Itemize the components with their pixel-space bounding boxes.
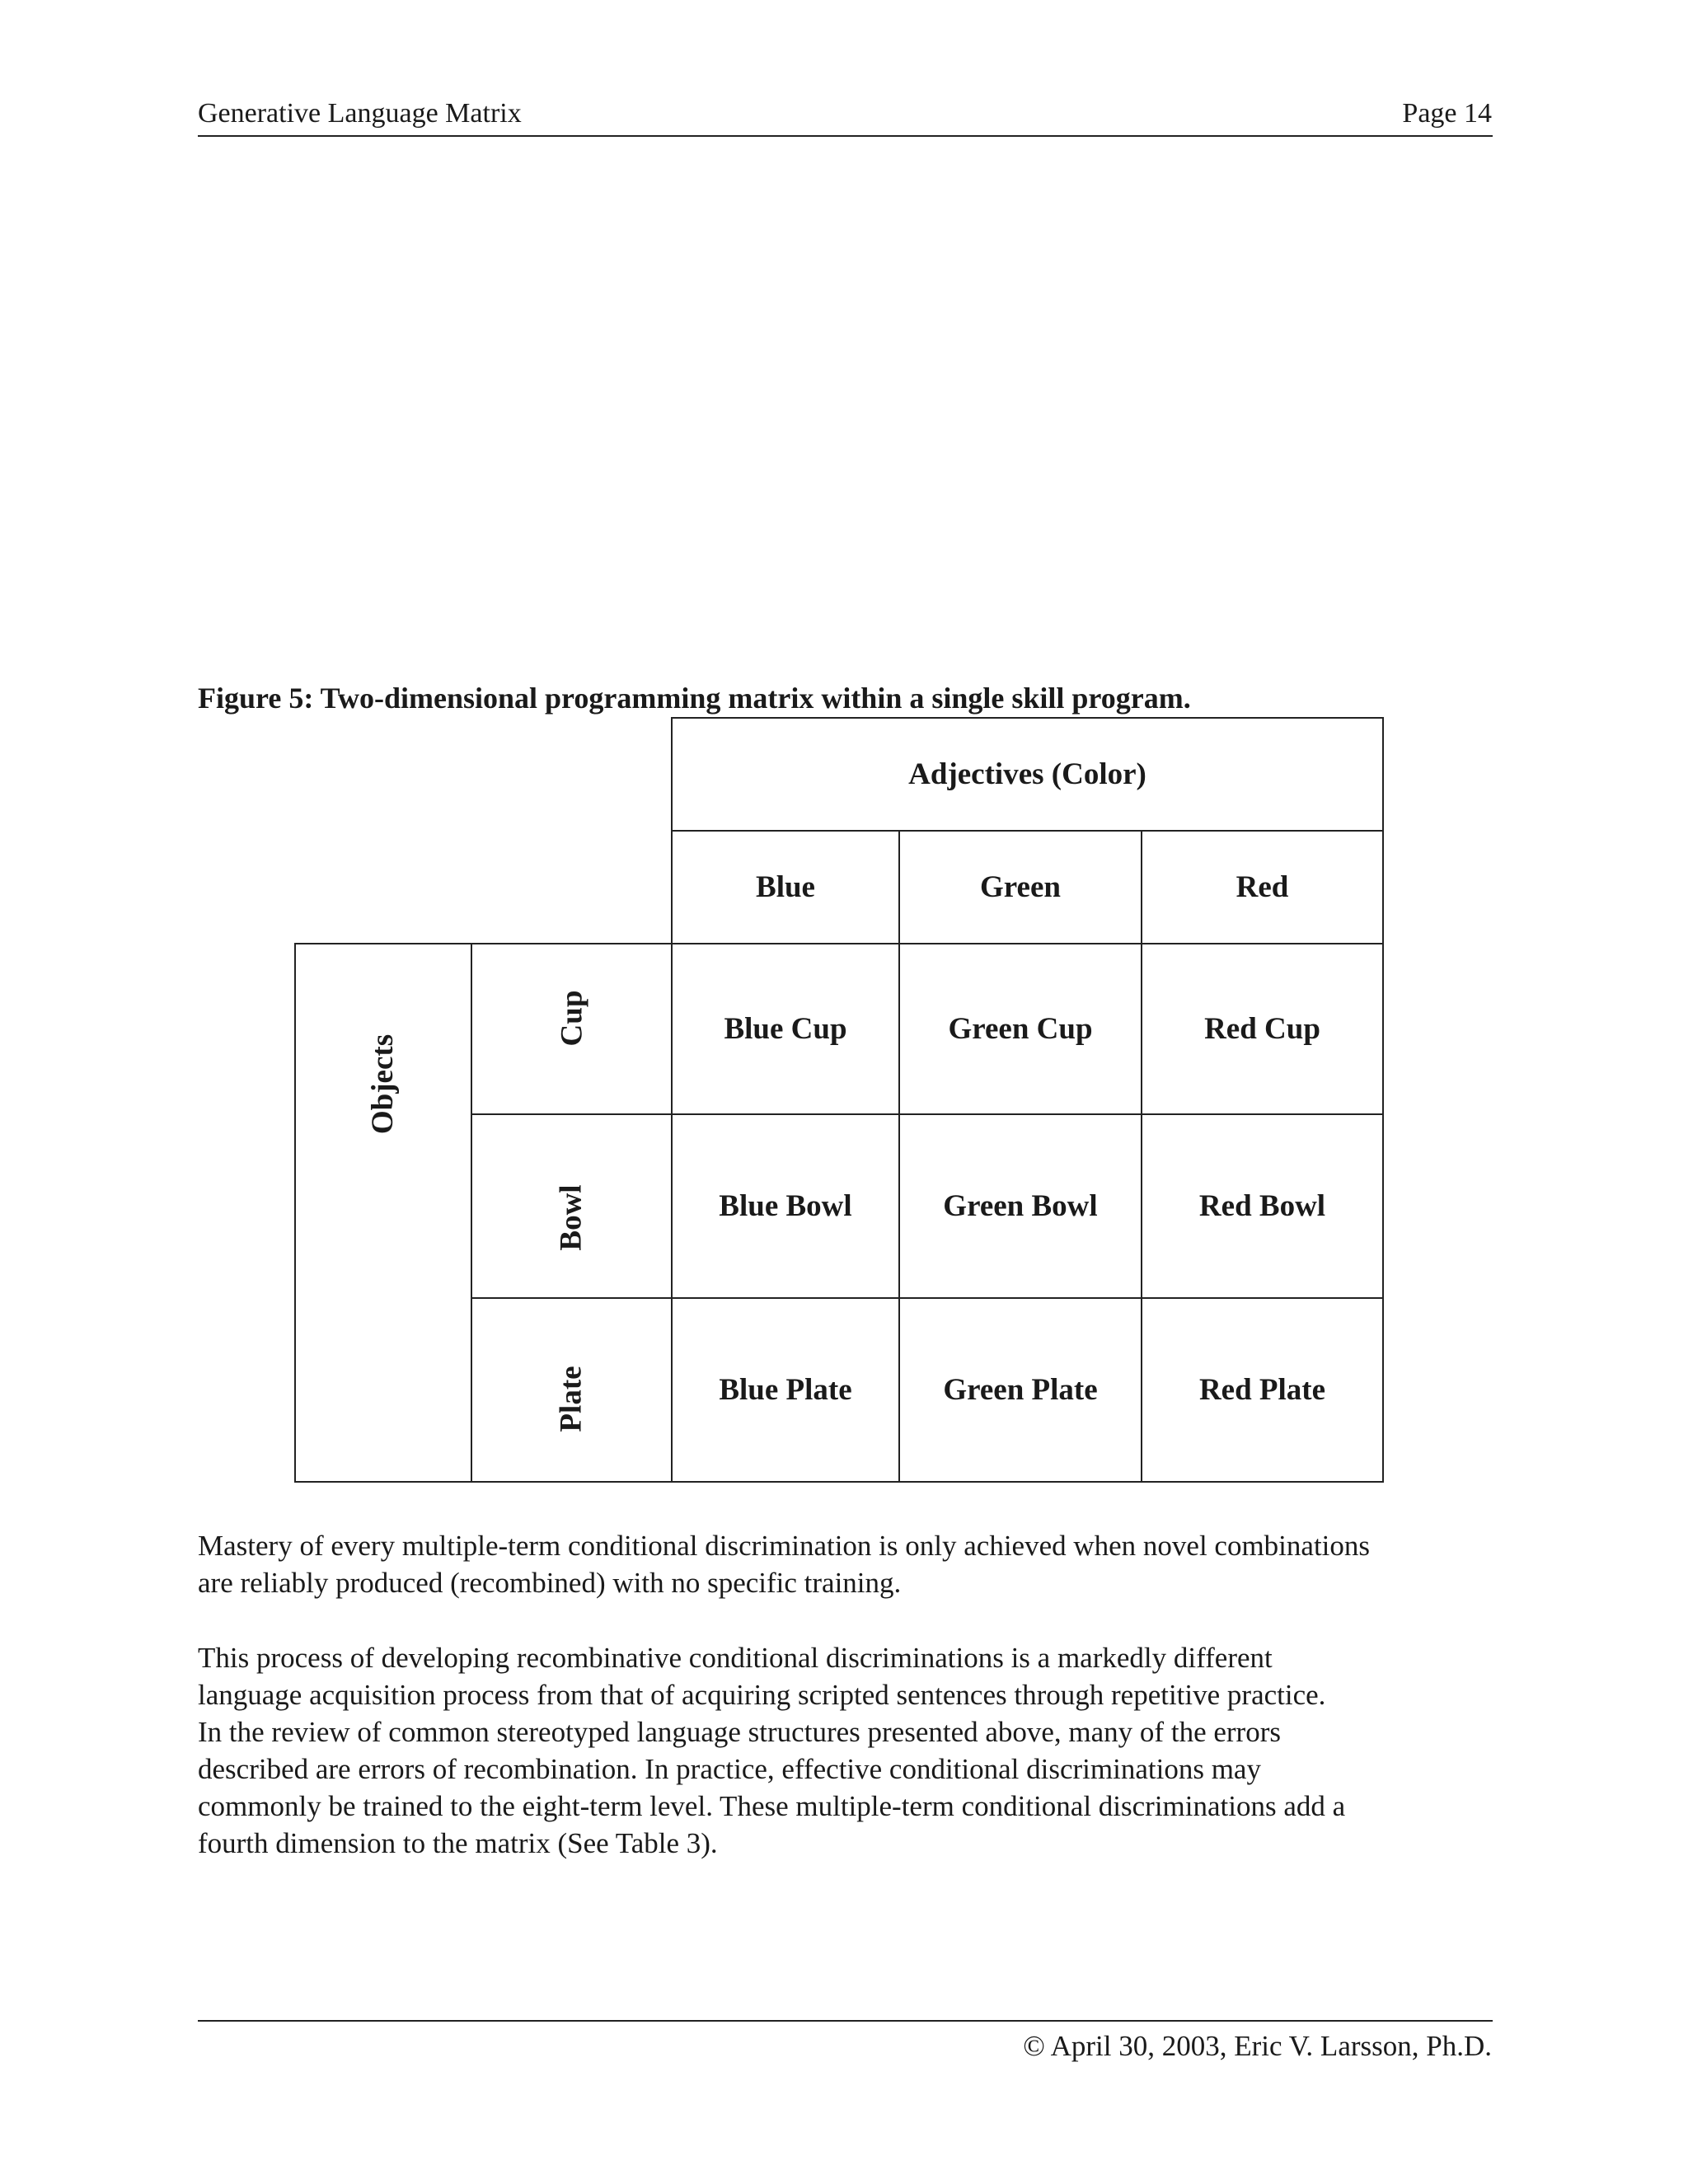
page-number: Page 14	[1402, 98, 1492, 129]
cell-label: Red Cup	[1204, 1012, 1320, 1046]
figure-caption: Figure 5: Two-dimensional programming matrix within a single skill program.	[198, 682, 1191, 715]
cell-label: Red Bowl	[1198, 1189, 1326, 1223]
matrix-cell-red-cup	[1141, 943, 1384, 1115]
matrix-cell-blue-plate	[671, 1297, 900, 1483]
paragraph-line: fourth dimension to the matrix (See Table 3).	[198, 1827, 718, 1859]
paragraph-line: described are errors of recombination. In practice, effective conditional discriminations may	[198, 1753, 1261, 1785]
matrix-cell-red-bowl	[1141, 1113, 1384, 1299]
column-header-blue	[671, 830, 900, 944]
column-label: Green	[980, 870, 1061, 904]
column-group-label: Adjectives (Color)	[908, 757, 1146, 791]
matrix-cell-green-cup	[898, 943, 1142, 1115]
footer-rule	[198, 2020, 1493, 2022]
row-group-label: Objects	[366, 1033, 401, 1135]
cell-label: Blue Plate	[719, 1373, 852, 1407]
column-label: Red	[1236, 870, 1289, 904]
paragraph-line: Mastery of every multiple-term conditional discrimination is only achieved when novel combinations	[198, 1530, 1371, 1562]
paragraph-line: are reliably produced (recombined) with no specific training.	[198, 1567, 902, 1599]
row-label: Cup	[554, 990, 588, 1047]
row-group-header	[294, 943, 472, 1483]
header-rule	[198, 135, 1493, 137]
paragraph-line: language acquisition process from that of acquiring scripted sentences through repetitive practice.	[198, 1679, 1326, 1711]
copyright-footer: © April 30, 2003, Eric V. Larsson, Ph.D.	[1023, 2030, 1492, 2062]
paragraph-line: This process of developing recombinative conditional discriminations is a markedly different	[198, 1642, 1273, 1674]
matrix-cell-blue-cup	[671, 943, 900, 1115]
row-label: Bowl	[555, 1184, 588, 1251]
cell-label: Blue Bowl	[719, 1189, 852, 1223]
column-group-header	[671, 717, 1384, 832]
matrix-cell-green-bowl	[898, 1113, 1142, 1299]
row-header-plate	[471, 1297, 673, 1483]
paragraph-line: In the review of common stereotyped language structures presented above, many of the errors	[198, 1716, 1281, 1748]
paragraph-mastery	[198, 1527, 1500, 1601]
paragraph-recombination	[198, 1639, 1500, 1862]
cell-label: Red Plate	[1198, 1373, 1326, 1407]
row-label: Plate	[555, 1366, 588, 1432]
row-header-cup	[471, 943, 673, 1115]
column-header-green	[898, 830, 1142, 944]
matrix-cell-red-plate	[1141, 1297, 1384, 1483]
cell-label: Green Bowl	[943, 1189, 1098, 1223]
running-header-title: Generative Language Matrix	[198, 98, 522, 129]
row-header-bowl	[471, 1113, 673, 1299]
paragraph-line: commonly be trained to the eight-term level. These multiple-term conditional discriminations add a	[198, 1790, 1346, 1822]
cell-label: Green Plate	[943, 1373, 1098, 1407]
matrix-cell-green-plate	[898, 1297, 1142, 1483]
cell-label: Blue Cup	[724, 1012, 847, 1046]
cell-label: Green Cup	[948, 1012, 1093, 1046]
matrix-cell-blue-bowl	[671, 1113, 900, 1299]
column-label: Blue	[756, 870, 815, 904]
column-header-red	[1141, 830, 1384, 944]
